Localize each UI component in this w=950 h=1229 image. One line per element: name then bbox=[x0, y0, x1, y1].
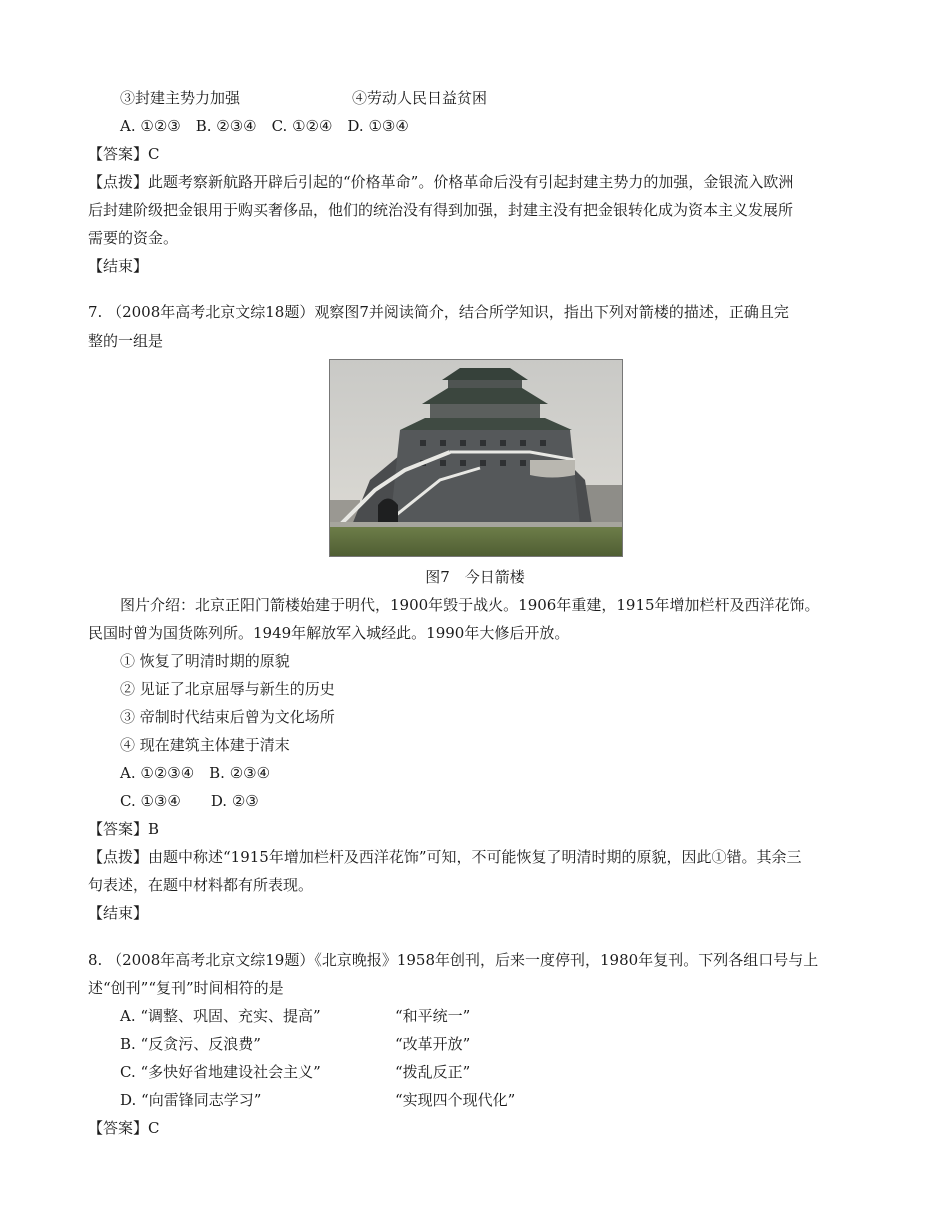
q6-options: A. ①②③ B. ②③④ C. ①②④ D. ①③④ bbox=[120, 117, 409, 135]
q7-intro-line-1: 图片介绍：北京正阳门箭楼始建于明代，1900年毁于战火。1906年重建，1915年增加栏杆及西洋花饰。 bbox=[120, 596, 820, 614]
q8-option-d-right: “实现四个现代化” bbox=[395, 1091, 516, 1109]
q7-intro-line-2: 民国时曾为国货陈列所。1949年解放军入城经此。1990年大修后开放。 bbox=[88, 624, 570, 642]
q6-analysis-line-1: 【点拨】此题考察新航路开辟后引起的“价格革命”。价格革命后没有引起封建主势力的加强，金银流入欧洲 bbox=[88, 173, 794, 191]
q8-option-a-right: “和平统一” bbox=[395, 1007, 471, 1025]
arrow-tower-photo bbox=[329, 359, 623, 557]
q8-option-b-right: “改革开放” bbox=[395, 1035, 471, 1053]
q8-stem-line-1: 8. （2008年高考北京文综19题）《北京晚报》1958年创刊，后来一度停刊，1980年复刊。下列各组口号与上 bbox=[88, 951, 819, 969]
q7-stem-line-2: 整的一组是 bbox=[88, 332, 164, 350]
q7-item-1: ① 恢复了明清时期的原貌 bbox=[120, 652, 290, 670]
q8-option-a-left: A. “调整、巩固、充实、提高” bbox=[120, 1007, 321, 1025]
q7-item-3: ③ 帝制时代结束后曾为文化场所 bbox=[120, 708, 335, 726]
q7-analysis-line-1: 【点拨】由题中称述“1915年增加栏杆及西洋花饰”可知，不可能恢复了明清时期的原貌，因此①错。其余三 bbox=[88, 848, 802, 866]
q7-options-line-1: A. ①②③④ B. ②③④ bbox=[120, 764, 271, 782]
q7-end: 【结束】 bbox=[88, 904, 149, 922]
q8-option-c-right: “拨乱反正” bbox=[395, 1063, 471, 1081]
q6-item-3: ③封建主势力加强 bbox=[120, 89, 241, 107]
q8-stem-line-2: 述“创刊”“复刊”时间相符的是 bbox=[88, 979, 284, 997]
q7-item-2: ② 见证了北京屈辱与新生的历史 bbox=[120, 680, 335, 698]
q8-option-d-left: D. “向雷锋同志学习” bbox=[120, 1091, 262, 1109]
figure-caption: 图7 今日箭楼 bbox=[425, 568, 525, 586]
q8-answer: 【答案】C bbox=[88, 1119, 160, 1137]
q8-option-c-left: C. “多快好省地建设社会主义” bbox=[120, 1063, 321, 1081]
q7-stem-line-1: 7. （2008年高考北京文综18题）观察图7并阅读简介，结合所学知识，指出下列对箭楼的描述，正确且完 bbox=[88, 303, 789, 321]
q8-option-b-left: B. “反贪污、反浪费” bbox=[120, 1035, 261, 1053]
q6-analysis-line-3: 需要的资金。 bbox=[88, 229, 179, 247]
q6-item-4: ④劳动人民日益贫困 bbox=[352, 89, 488, 107]
q6-analysis-line-2: 后封建阶级把金银用于购买奢侈品，他们的统治没有得到加强，封建主没有把金银转化成为资本主义发展所 bbox=[88, 201, 794, 219]
q7-item-4: ④ 现在建筑主体建于清末 bbox=[120, 736, 290, 754]
q7-answer: 【答案】B bbox=[88, 820, 160, 838]
q6-answer: 【答案】C bbox=[88, 145, 160, 163]
q7-options-line-2: C. ①③④ D. ②③ bbox=[120, 792, 259, 810]
q6-end: 【结束】 bbox=[88, 257, 149, 275]
q7-analysis-line-2: 句表述，在题中材料都有所表现。 bbox=[88, 876, 314, 894]
